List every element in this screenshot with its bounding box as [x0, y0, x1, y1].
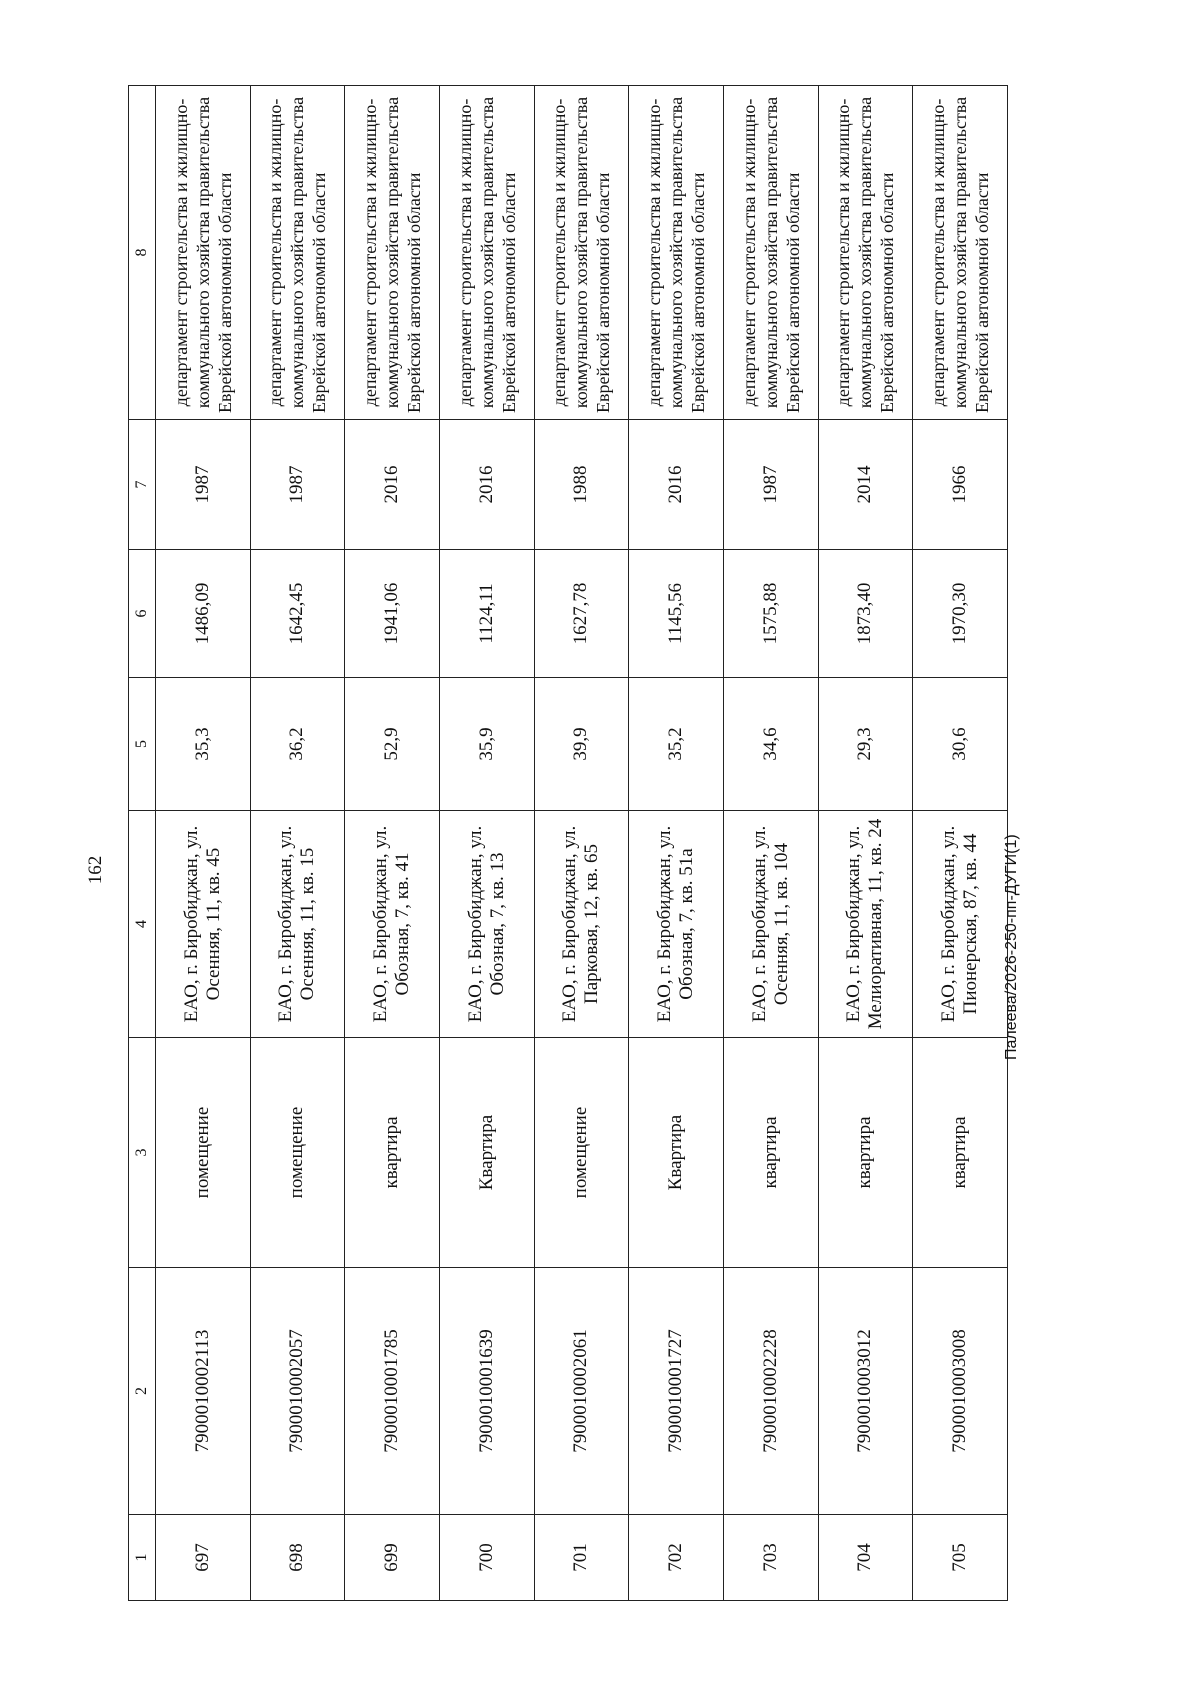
year-cell: 1988 — [534, 420, 629, 550]
column-number-header: 5 — [129, 678, 156, 811]
object-type-cell: квартира — [913, 1038, 1008, 1268]
address-cell: ЕАО, г. Биробиджан, ул. Осенняя, 11, кв. 104 — [723, 811, 818, 1038]
document-footer-code: Палеева/2026-250-пп-ДУГИ(1) — [1003, 834, 1020, 1060]
year-cell: 1966 — [913, 420, 1008, 550]
owner-cell: департамент строительства и жилищно-коммунального хозяйства правительства Еврейской автономной области — [913, 86, 1008, 420]
column-number-header: 8 — [129, 86, 156, 420]
value-cell: 1873,40 — [818, 550, 913, 678]
year-cell: 2014 — [818, 420, 913, 550]
cadastral-number-cell: 7900010002228 — [723, 1268, 818, 1515]
object-type-cell: помещение — [534, 1038, 629, 1268]
owner-cell: департамент строительства и жилищно-коммунального хозяйства правительства Еврейской автономной области — [818, 86, 913, 420]
registry-table — [128, 85, 1008, 1601]
row-index-cell: 697 — [156, 1515, 251, 1601]
area-cell: 30,6 — [913, 678, 1008, 811]
address-cell: ЕАО, г. Биробиджан, ул. Обозная, 7, кв. 13 — [439, 811, 534, 1038]
row-index-cell: 699 — [345, 1515, 440, 1601]
object-type-cell: квартира — [723, 1038, 818, 1268]
year-cell: 2016 — [439, 420, 534, 550]
table-row — [913, 86, 1008, 1601]
cadastral-number-cell: 7900010003008 — [913, 1268, 1008, 1515]
value-cell: 1627,78 — [534, 550, 629, 678]
area-cell: 35,3 — [156, 678, 251, 811]
column-number-header: 7 — [129, 420, 156, 550]
row-index-cell: 703 — [723, 1515, 818, 1601]
cadastral-number-cell: 7900010002061 — [534, 1268, 629, 1515]
registry-table-body — [156, 86, 1008, 1601]
owner-cell: департамент строительства и жилищно-коммунального хозяйства правительства Еврейской автономной области — [629, 86, 724, 420]
value-cell: 1145,56 — [629, 550, 724, 678]
table-header-row — [129, 86, 156, 1601]
address-cell: ЕАО, г. Биробиджан, ул. Обозная, 7, кв. 51а — [629, 811, 724, 1038]
area-cell: 52,9 — [345, 678, 440, 811]
object-type-cell: Квартира — [629, 1038, 724, 1268]
table-row — [250, 86, 345, 1601]
cadastral-number-cell: 7900010001785 — [345, 1268, 440, 1515]
owner-cell: департамент строительства и жилищно-коммунального хозяйства правительства Еврейской автономной области — [156, 86, 251, 420]
address-cell: ЕАО, г. Биробиджан, ул. Парковая, 12, кв. 65 — [534, 811, 629, 1038]
address-cell: ЕАО, г. Биробиджан, ул. Мелиоративная, 11, кв. 24 — [818, 811, 913, 1038]
address-cell: ЕАО, г. Биробиджан, ул. Осенняя, 11, кв. 45 — [156, 811, 251, 1038]
cadastral-number-cell: 7900010003012 — [818, 1268, 913, 1515]
value-cell: 1941,06 — [345, 550, 440, 678]
year-cell: 1987 — [723, 420, 818, 550]
area-cell: 34,6 — [723, 678, 818, 811]
object-type-cell: помещение — [156, 1038, 251, 1268]
table-row — [818, 86, 913, 1601]
column-number-header: 1 — [129, 1515, 156, 1601]
owner-cell: департамент строительства и жилищно-коммунального хозяйства правительства Еврейской автономной области — [250, 86, 345, 420]
value-cell: 1575,88 — [723, 550, 818, 678]
object-type-cell: Квартира — [439, 1038, 534, 1268]
object-type-cell: помещение — [250, 1038, 345, 1268]
address-cell: ЕАО, г. Биробиджан, ул. Пионерская, 87, кв. 44 — [913, 811, 1008, 1038]
table-row — [345, 86, 440, 1601]
value-cell: 1124,11 — [439, 550, 534, 678]
column-number-header: 6 — [129, 550, 156, 678]
area-cell: 35,2 — [629, 678, 724, 811]
page-number: 162 — [85, 855, 106, 885]
column-number-header: 3 — [129, 1038, 156, 1268]
cadastral-number-cell: 7900010001727 — [629, 1268, 724, 1515]
cadastral-number-cell: 7900010001639 — [439, 1268, 534, 1515]
row-index-cell: 698 — [250, 1515, 345, 1601]
address-cell: ЕАО, г. Биробиджан, ул. Обозная, 7, кв. 41 — [345, 811, 440, 1038]
row-index-cell: 700 — [439, 1515, 534, 1601]
row-index-cell: 705 — [913, 1515, 1008, 1601]
owner-cell: департамент строительства и жилищно-коммунального хозяйства правительства Еврейской автономной области — [439, 86, 534, 420]
value-cell: 1642,45 — [250, 550, 345, 678]
year-cell: 1987 — [250, 420, 345, 550]
area-cell: 39,9 — [534, 678, 629, 811]
value-cell: 1970,30 — [913, 550, 1008, 678]
address-cell: ЕАО, г. Биробиджан, ул. Осенняя, 11, кв. 15 — [250, 811, 345, 1038]
year-cell: 2016 — [629, 420, 724, 550]
owner-cell: департамент строительства и жилищно-коммунального хозяйства правительства Еврейской автономной области — [534, 86, 629, 420]
area-cell: 35,9 — [439, 678, 534, 811]
table-row — [629, 86, 724, 1601]
row-index-cell: 701 — [534, 1515, 629, 1601]
year-cell: 2016 — [345, 420, 440, 550]
object-type-cell: квартира — [345, 1038, 440, 1268]
table-row — [439, 86, 534, 1601]
table-row — [723, 86, 818, 1601]
registry-table-container — [128, 86, 1008, 1601]
area-cell: 36,2 — [250, 678, 345, 811]
row-index-cell: 702 — [629, 1515, 724, 1601]
column-number-header: 2 — [129, 1268, 156, 1515]
cadastral-number-cell: 7900010002057 — [250, 1268, 345, 1515]
year-cell: 1987 — [156, 420, 251, 550]
cadastral-number-cell: 7900010002113 — [156, 1268, 251, 1515]
column-number-header: 4 — [129, 811, 156, 1038]
row-index-cell: 704 — [818, 1515, 913, 1601]
owner-cell: департамент строительства и жилищно-коммунального хозяйства правительства Еврейской автономной области — [723, 86, 818, 420]
owner-cell: департамент строительства и жилищно-коммунального хозяйства правительства Еврейской автономной области — [345, 86, 440, 420]
object-type-cell: квартира — [818, 1038, 913, 1268]
table-row — [534, 86, 629, 1601]
area-cell: 29,3 — [818, 678, 913, 811]
value-cell: 1486,09 — [156, 550, 251, 678]
table-row — [156, 86, 251, 1601]
